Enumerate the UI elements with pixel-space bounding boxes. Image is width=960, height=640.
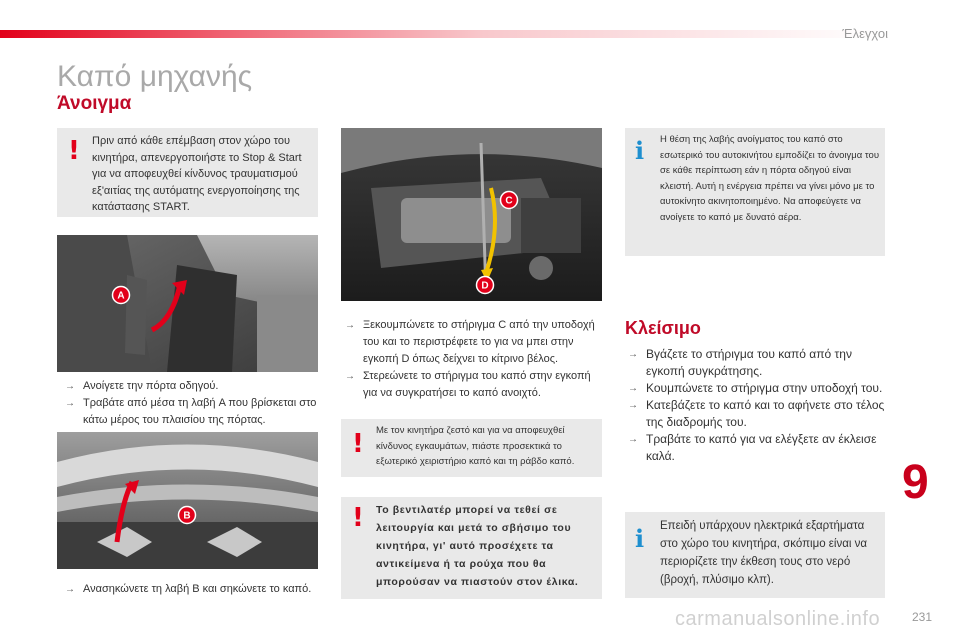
step-item: → Κουμπώνετε το στήριγμα στην υποδοχή του. — [628, 380, 886, 397]
step-item: → Στερεώνετε το στήριγμα του καπό στην εγκοπή για να συγκρατήσει το καπό ανοιχτό. — [345, 368, 605, 402]
warning-box-fan — [341, 497, 602, 599]
closing-heading: Κλείσιμο — [625, 318, 701, 338]
info-icon: i — [635, 136, 645, 165]
info-text: Επειδή υπάρχουν ηλεκτρικά εξαρτήματα στο χώρο του κινητήρα, σκόπιμο είναι να περιορίζετε την έκθεση τους στο νερό (βροχή, πλύσιμο κλπ). — [660, 520, 868, 586]
marker-c — [499, 190, 519, 210]
steps-prop-rod — [345, 317, 605, 402]
info-box-electrical — [625, 512, 885, 598]
steps-open-door — [65, 378, 320, 429]
svg-text:C: C — [505, 195, 513, 207]
steps-lift-bonnet — [65, 581, 325, 598]
warning-text: Πριν από κάθε επέμβαση στον χώρο του κινητήρα, απενεργοποιήστε το Stop & Start για να αποφευχθεί κίνδυνος τραυματισμού εξ'αιτίας της αυτόματης ενεργοποίησης της κατάστασης START. — [92, 135, 302, 213]
header-bar — [0, 30, 880, 38]
warning-icon: ! — [68, 136, 80, 166]
warning-text: Το βεντιλατέρ μπορεί να τεθεί σε λειτουργία και μετά το σβήσιμο του κινητήρα, γι' αυτό προσέχετε τα αντικείμενα ή τα ρούχα που θα μπορούσαν να πιαστούν στον έλικα. — [376, 504, 579, 588]
page-title: Καπό μηχανής — [57, 60, 253, 93]
step-item: → Τραβάτε από μέσα τη λαβή A που βρίσκεται στο κάτω μέρος του πλαισίου της πόρτας. — [65, 395, 320, 429]
photo-exterior-handle — [57, 432, 318, 569]
warning-box-stop-start — [57, 128, 318, 217]
svg-text:B: B — [183, 510, 191, 522]
step-item: → Ανοίγετε την πόρτα οδηγού. — [65, 378, 320, 395]
step-item: → Τραβάτε το καπό για να ελέγξετε αν έκλεισε καλά. — [628, 431, 886, 465]
photo-engine-bay — [341, 128, 602, 301]
info-text: Η θέση της λαβής ανοίγματος του καπό στο εσωτερικό του αυτοκινήτου εμποδίζει το άνοιγμα του σε κάθε περίπτωση εάν η πόρτα οδηγού είναι κλειστή. Αυτή η ενέργεια πρέπει να γίνει μόνο με το αυτοκίνητο ακινητοποιημένο. Να αποφεύγετε να ανοίγετε το καπό με δυνατό αέρα. — [660, 134, 880, 223]
steps-closing — [628, 346, 886, 465]
step-item: → Κατεβάζετε το καπό και το αφήνετε στο τέλος της διαδρομής του. — [628, 397, 886, 431]
info-box-lever-position — [625, 128, 885, 256]
marker-b — [177, 505, 197, 525]
marker-d — [475, 275, 495, 295]
photo-release-lever — [57, 235, 318, 372]
opening-heading: Άνοιγμα — [57, 93, 132, 114]
warning-box-hot-engine — [341, 419, 602, 477]
warning-icon: ! — [352, 503, 364, 533]
step-item: → Βγάζετε το στήριγμα του καπό από την εγκοπή συγκράτησης. — [628, 346, 886, 380]
warning-icon: ! — [352, 429, 364, 459]
marker-a — [111, 285, 131, 305]
chapter-number: 9 — [902, 456, 929, 509]
page-number: 231 — [912, 610, 933, 624]
info-icon: i — [635, 524, 645, 553]
svg-text:A: A — [117, 290, 125, 302]
watermark: carmanualsonline.info — [675, 608, 881, 630]
section-title: Έλεγχοι — [842, 26, 888, 41]
step-item: → Ανασηκώνετε τη λαβή B και σηκώνετε το καπό. — [65, 581, 325, 598]
step-item: → Ξεκουμπώνετε το στήριγμα C από την υποδοχή του και το περιστρέφετε το για να μπει στην εγκοπή D όπως δείχνει το κίτρινο βέλος. — [345, 317, 605, 368]
warning-text: Με τον κινητήρα ζεστό και για να αποφευχθεί κίνδυνος εγκαυμάτων, πιάστε προσεκτικά το εξωτερικό χειριστήριο καπό και τη ράβδο καπό. — [376, 425, 575, 467]
svg-text:D: D — [481, 280, 489, 292]
